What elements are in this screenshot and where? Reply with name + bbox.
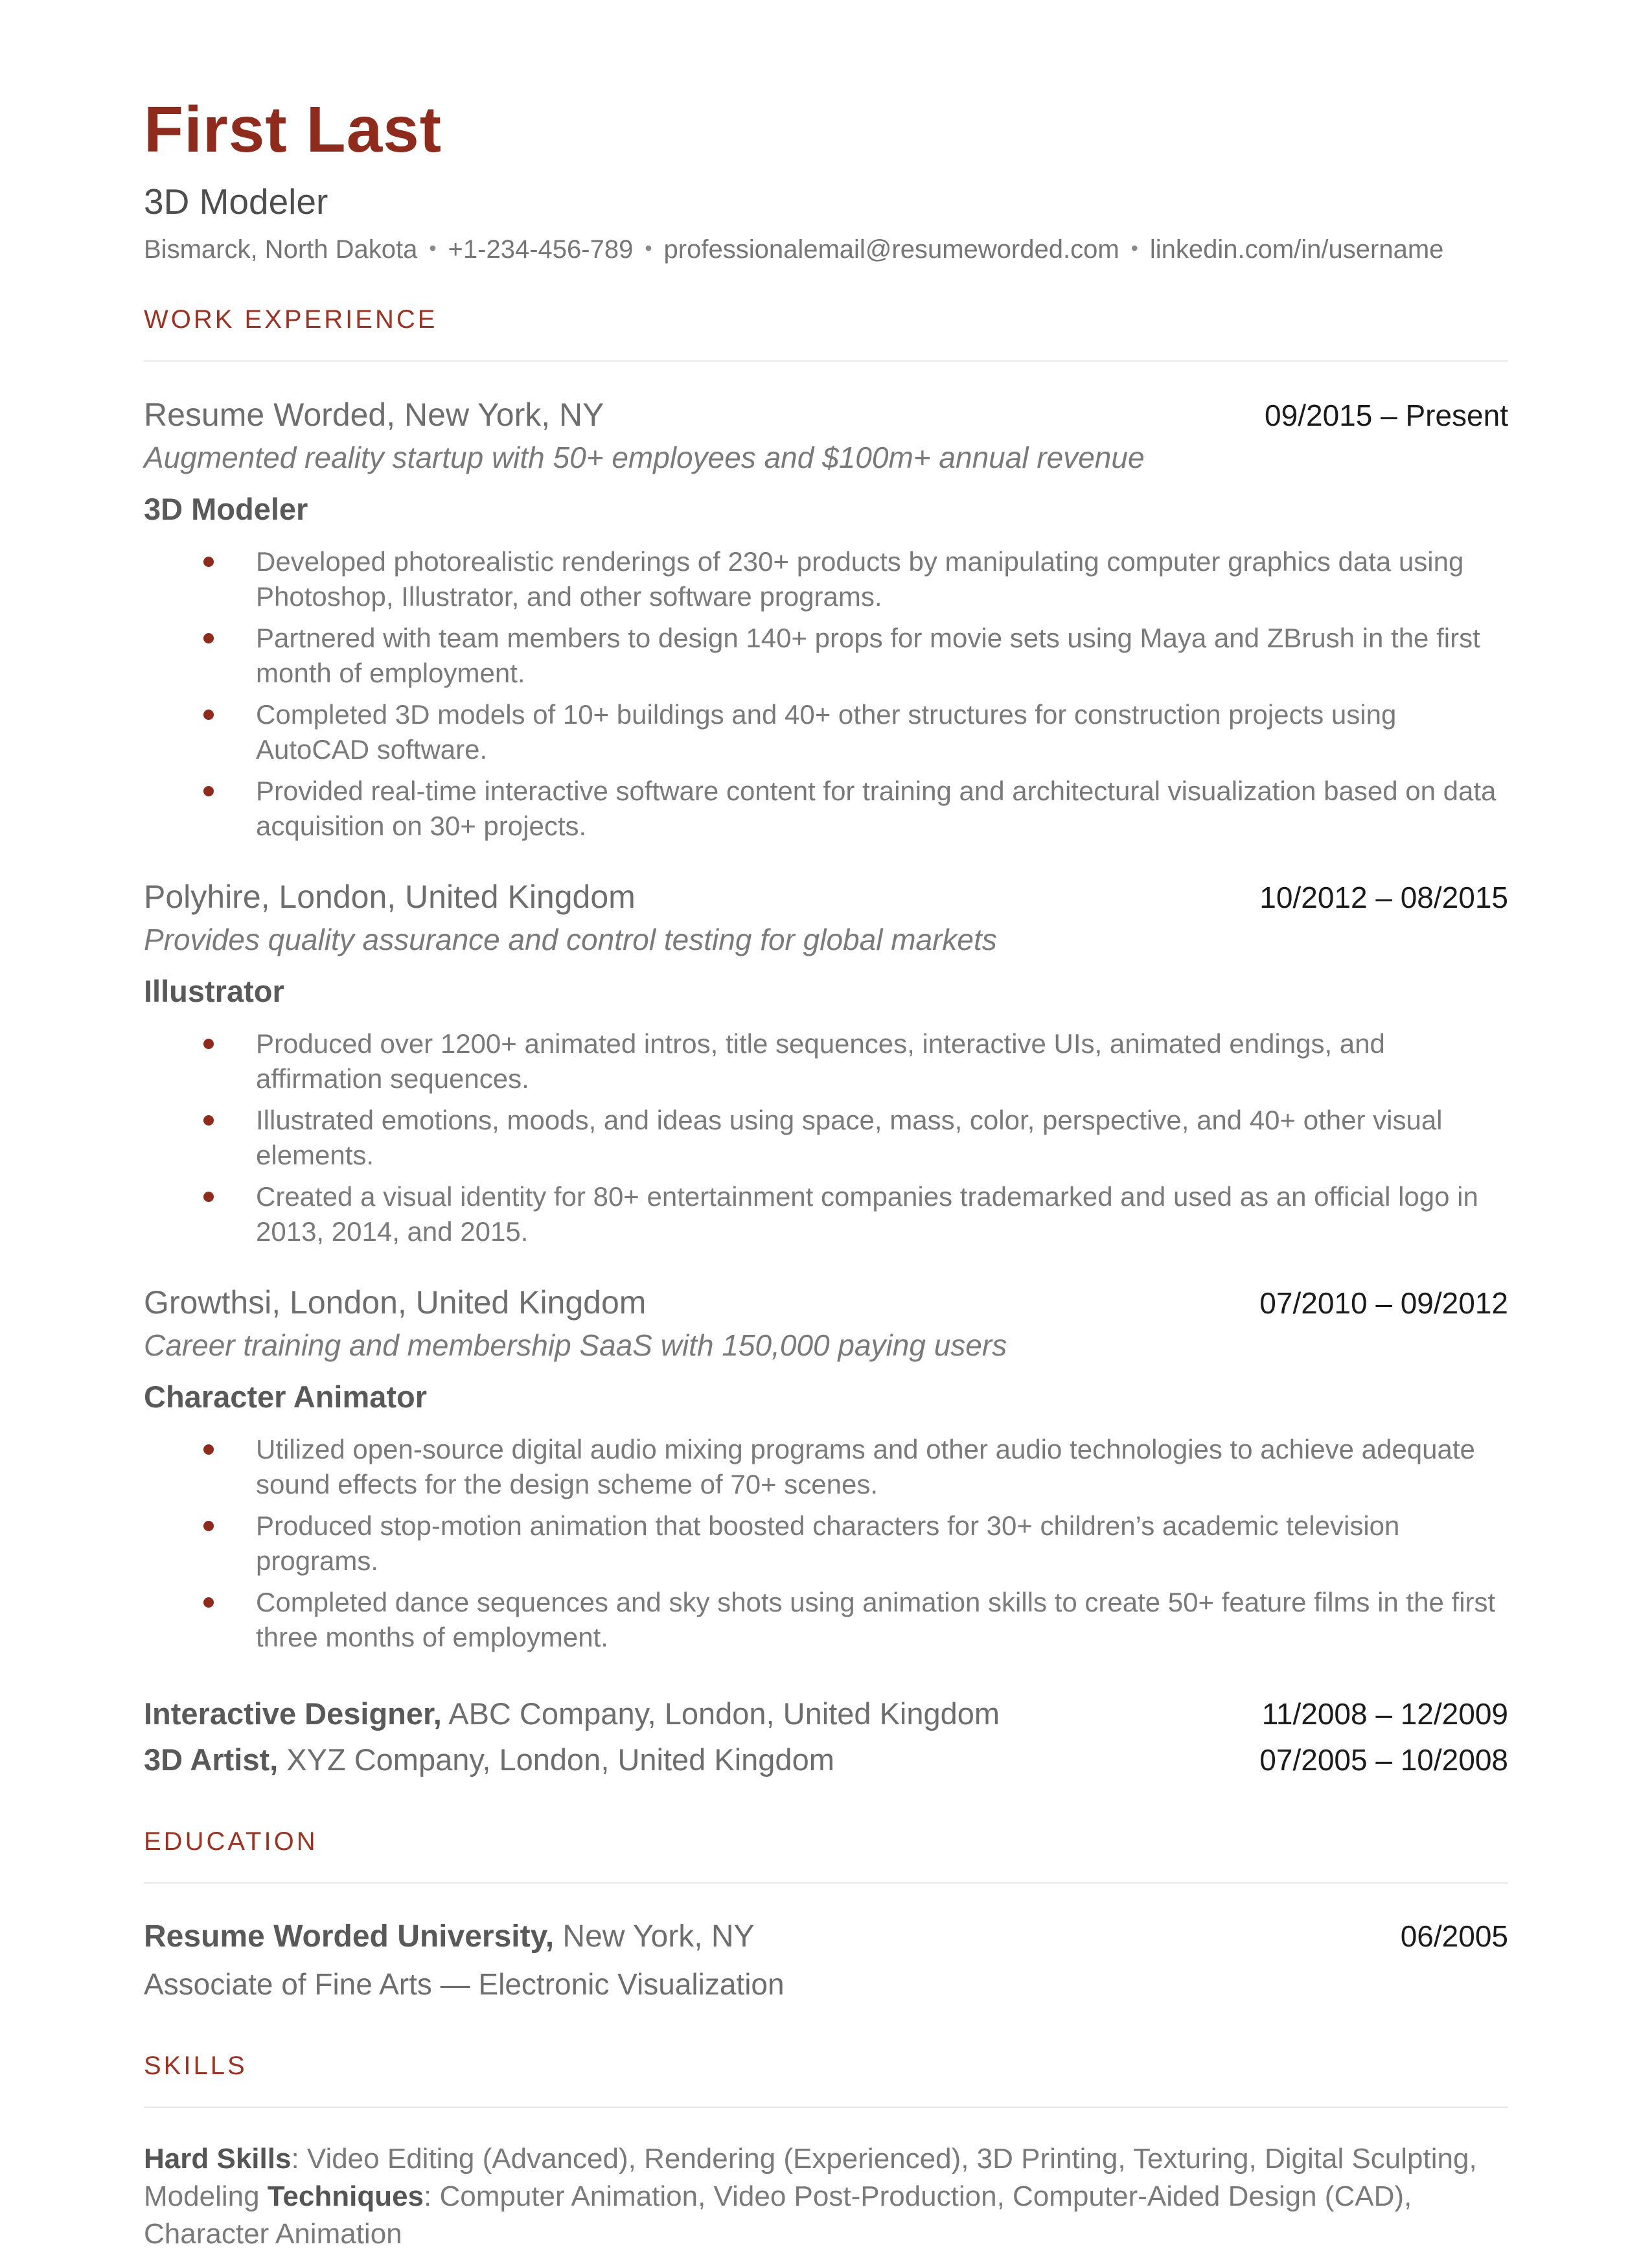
education-school-name: Resume Worded University, — [144, 1919, 555, 1954]
job-title: 3D Modeler — [144, 491, 308, 526]
job-company-description: Augmented reality startup with 50+ employees and $100m+ annual revenue — [144, 441, 1145, 475]
resume-header — [144, 93, 1508, 264]
contact-location: Bismarck, North Dakota — [144, 235, 418, 264]
contact-separator-dot: • — [429, 237, 437, 260]
section-heading-education: EDUCATION — [144, 1827, 318, 1856]
earlier-role-row — [144, 1741, 1508, 1779]
education-degree: Associate of Fine Arts — Electronic Visualization — [144, 1967, 785, 2002]
job-company: Resume Worded, New York, NY — [144, 397, 604, 433]
education-section — [144, 1827, 1508, 2004]
job-header-row — [144, 1283, 1508, 1322]
contact-linkedin: linkedin.com/in/username — [1149, 235, 1444, 264]
earlier-roles — [144, 1695, 1508, 1779]
job-company-description: Career training and membership SaaS with 150,000 paying users — [144, 1328, 1007, 1363]
job-dates: 07/2010 – 09/2012 — [1259, 1286, 1508, 1321]
job-bullet-list — [144, 1026, 1508, 1249]
earlier-role-row — [144, 1695, 1508, 1733]
job-entry-growthsi — [144, 1283, 1508, 1655]
skills-label-hard-skills: Hard Skills — [144, 2143, 292, 2175]
job-bullet: Developed photorealistic renderings of 230+ products by manipulating computer graphics data using Photoshop, Illustrator, and other software programs. — [144, 544, 1508, 614]
contact-separator-dot: • — [1130, 237, 1138, 260]
skills-paragraph — [144, 2140, 1508, 2253]
job-title: Illustrator — [144, 973, 284, 1008]
section-divider — [144, 2107, 1508, 2108]
job-title: Character Animator — [144, 1379, 428, 1414]
section-divider — [144, 360, 1508, 362]
earlier-role-title: Interactive Designer, — [144, 1696, 442, 1731]
skills-label-techniques: Techniques — [267, 2180, 424, 2213]
education-entry — [144, 1917, 1508, 2004]
earlier-role — [144, 1741, 1233, 1779]
earlier-role-company: ABC Company, London, United Kingdom — [441, 1696, 1000, 1731]
contact-email: professionalemail@resumeworded.com — [663, 235, 1119, 264]
education-school — [144, 1917, 1375, 1956]
person-title: 3D Modeler — [144, 181, 328, 222]
job-bullet-list — [144, 1432, 1508, 1655]
person-name: First Last — [144, 93, 442, 166]
job-company: Growthsi, London, United Kingdom — [144, 1284, 647, 1321]
job-bullet: Produced stop-motion animation that boosted characters for 30+ children’s academic television programs. — [144, 1508, 1508, 1578]
section-heading-skills: SKILLS — [144, 2051, 247, 2081]
skills-section — [144, 2051, 1508, 2253]
education-dates: 06/2005 — [1400, 1919, 1508, 1954]
job-bullet-list — [144, 544, 1508, 844]
job-bullet: Partnered with team members to design 140+ props for movie sets using Maya and ZBrush in the first month of employment. — [144, 621, 1508, 691]
job-company-description: Provides quality assurance and control testing for global markets — [144, 923, 997, 957]
job-bullet: Utilized open-source digital audio mixing programs and other audio technologies to achieve adequate sound effects for the design scheme of 70+ scenes. — [144, 1432, 1508, 1502]
earlier-role-dates: 07/2005 – 10/2008 — [1259, 1742, 1508, 1777]
job-dates: 10/2012 – 08/2015 — [1259, 881, 1508, 915]
job-bullet: Completed 3D models of 10+ buildings and 40+ other structures for construction projects using AutoCAD software. — [144, 697, 1508, 767]
job-entry-polyhire — [144, 877, 1508, 1249]
job-header-row — [144, 877, 1508, 916]
job-bullet: Produced over 1200+ animated intros, title sequences, interactive UIs, animated endings, and affirmation sequences. — [144, 1026, 1508, 1096]
job-bullet: Provided real-time interactive software content for training and architectural visualization based on data acquisition on 30+ projects. — [144, 774, 1508, 844]
job-bullet: Completed dance sequences and sky shots using animation skills to create 50+ feature films in the first three months of employment. — [144, 1585, 1508, 1655]
job-company: Polyhire, London, United Kingdom — [144, 879, 636, 916]
job-header-row — [144, 395, 1508, 434]
earlier-role-dates: 11/2008 – 12/2009 — [1261, 1696, 1508, 1731]
job-dates: 09/2015 – Present — [1265, 399, 1508, 433]
work-experience-section — [144, 305, 1508, 1779]
earlier-role — [144, 1695, 1236, 1733]
contact-phone: +1-234-456-789 — [448, 235, 634, 264]
skills-list-techniques: : Computer Animation, Video Post-Production, Computer-Aided Design (CAD), Character Animation — [144, 2180, 1412, 2250]
section-heading-work-experience: WORK EXPERIENCE — [144, 305, 438, 334]
earlier-role-title: 3D Artist, — [144, 1742, 279, 1777]
education-school-location: New York, NY — [554, 1919, 755, 1954]
job-bullet: Illustrated emotions, moods, and ideas using space, mass, color, perspective, and 40+ other visual elements. — [144, 1103, 1508, 1173]
contact-separator-dot: • — [645, 237, 652, 260]
earlier-role-company: XYZ Company, London, United Kingdom — [278, 1742, 834, 1777]
skills-list-hard-skills: : Video Editing (Advanced), Rendering (Experienced), 3D Printing, Texturing, Digital Sculpting, Modeling — [144, 2143, 1477, 2213]
contact-line — [144, 235, 1508, 264]
section-divider — [144, 1882, 1508, 1884]
job-bullet: Created a visual identity for 80+ entertainment companies trademarked and used as an official logo in 2013, 2014, and 2015. — [144, 1179, 1508, 1249]
job-entry-resume-worded — [144, 395, 1508, 844]
education-header-row — [144, 1917, 1508, 1956]
